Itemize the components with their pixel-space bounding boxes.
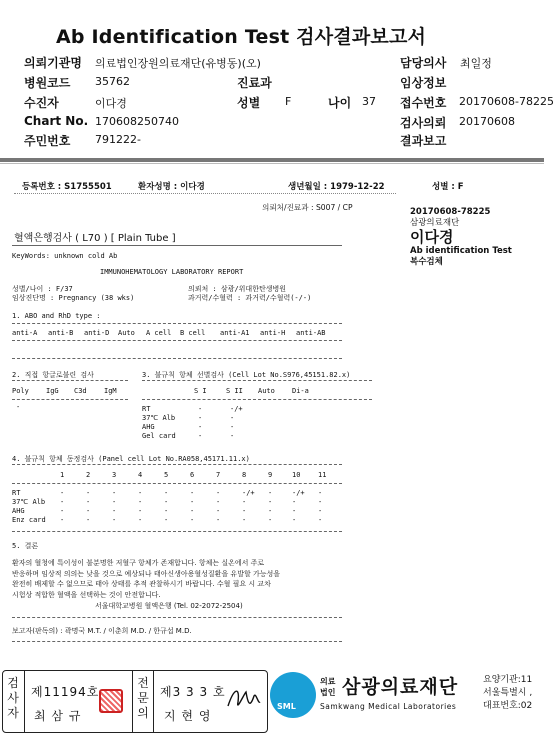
panel-cell: - bbox=[292, 507, 297, 515]
sex-age: 성별/나이 : F/37 bbox=[12, 285, 73, 293]
panel-col: 5 bbox=[164, 471, 169, 479]
patient-name: 환자성명 : 이다경 bbox=[138, 182, 205, 192]
panel-cell: -/+ bbox=[292, 489, 305, 497]
panel-col: 1 bbox=[60, 471, 65, 479]
screen-col: S II bbox=[226, 387, 243, 395]
panel-cell: - bbox=[138, 516, 143, 524]
panel-cell: - bbox=[112, 489, 117, 497]
sex-label: 성별 bbox=[237, 96, 261, 110]
panel-cell: - bbox=[112, 516, 117, 524]
examiner-license: 제11194호 bbox=[31, 685, 100, 699]
header-divider-thin bbox=[0, 163, 544, 164]
report-heading: IMMUNOHEMATOLOGY LABORATORY REPORT bbox=[100, 268, 244, 276]
screen-row-label: Gel card bbox=[142, 432, 176, 440]
panel-cell: - bbox=[268, 498, 273, 506]
screen-row-label: AHG bbox=[142, 423, 155, 431]
dat-col: C3d bbox=[74, 387, 87, 395]
company-name-en: Samkwang Medical Laboratories bbox=[320, 702, 457, 711]
keywords: KeyWords: unknown cold Ab bbox=[12, 252, 118, 260]
screen-col: S I bbox=[194, 387, 207, 395]
panel-cell: - bbox=[216, 516, 221, 524]
doctor-label: 담당의사 bbox=[400, 56, 447, 70]
panel-cell: - bbox=[112, 507, 117, 515]
section3-title: 3. 불규칙 항체 선별검사 (Cell Lot No.S976,45151.82.x) bbox=[142, 371, 351, 379]
panel-cell: - bbox=[86, 507, 91, 515]
panel-cell: - bbox=[164, 516, 169, 524]
chart-value: 170608250740 bbox=[95, 115, 179, 128]
specimen-stamp bbox=[410, 207, 512, 268]
company-address: 요양기관:11 서울특별시 , 대표번호:02 bbox=[483, 675, 533, 711]
reg-no: 등록번호 : S1755501 bbox=[22, 182, 112, 192]
panel-cell: - bbox=[190, 516, 195, 524]
abo-col: anti-AB bbox=[296, 329, 326, 337]
screen-cell: - bbox=[198, 405, 203, 413]
panel-cell: - bbox=[112, 498, 117, 506]
panel-cell: - bbox=[216, 489, 221, 497]
dat-col: IgG bbox=[46, 387, 59, 395]
form-sex: 성별 : F bbox=[432, 182, 464, 192]
screen-cell: - bbox=[230, 414, 235, 422]
abo-col: anti-A bbox=[12, 329, 38, 337]
requester-label: 의뢰기관명 bbox=[24, 56, 82, 70]
id-label: 주민번호 bbox=[24, 134, 71, 148]
request-date-value: 20170608 bbox=[459, 115, 515, 128]
examiner-vertical-label: 검 사 자 bbox=[7, 676, 19, 720]
id-value: 791222- bbox=[95, 133, 141, 146]
dept-label: 진료과 bbox=[237, 76, 272, 90]
panel-cell: - bbox=[268, 507, 273, 515]
clinical-dx: 임상진단명 : Pregnancy (38 wks) bbox=[12, 294, 135, 302]
panel-cell: - bbox=[242, 498, 247, 506]
abo-col: anti-B bbox=[48, 329, 74, 337]
panel-cell: - bbox=[138, 489, 143, 497]
panel-cell: - bbox=[216, 507, 221, 515]
screen-cell: - bbox=[198, 432, 203, 440]
panel-cell: - bbox=[318, 507, 323, 515]
abo-col: anti-D bbox=[84, 329, 110, 337]
signature-org: 서울대학교병원 혈액은행 (Tel. 02-2072-2504) bbox=[95, 602, 243, 610]
dat-value: - bbox=[16, 403, 21, 411]
screen-col: Auto bbox=[258, 387, 275, 395]
specialist-vertical-label: 전 문 의 bbox=[137, 676, 149, 720]
abo-col: B cell bbox=[180, 329, 206, 337]
screen-row-label: RT bbox=[142, 405, 151, 413]
dat-col: Poly bbox=[12, 387, 29, 395]
sex-value: F bbox=[285, 95, 292, 108]
abo-col: Auto bbox=[118, 329, 135, 337]
panel-col: 7 bbox=[216, 471, 221, 479]
dat-col: IgM bbox=[104, 387, 117, 395]
history: 과거력/수혈력 : 과거력/수혈력(-/-) bbox=[188, 294, 312, 302]
panel-cell: - bbox=[164, 489, 169, 497]
abo-col: A cell bbox=[146, 329, 172, 337]
conclusion-line: 완전히 배제할 수 없으므로 태아 상태를 추적 관찰하시기 바랍니다. 수혈 필요 시 교차 bbox=[12, 580, 271, 588]
patient-value: 이다경 bbox=[95, 97, 127, 110]
panel-cell: - bbox=[190, 498, 195, 506]
panel-row-label: RT bbox=[12, 489, 21, 497]
panel-cell: - bbox=[86, 489, 91, 497]
receipt-label: 접수번호 bbox=[400, 96, 447, 110]
screen-row-label: 37℃ Alb bbox=[142, 414, 176, 422]
specialist-license: 제3 3 3 호 bbox=[160, 685, 226, 699]
conclusion-line: 반응하며 임상적 의의는 낮을 것으로 예상되나 태아신생아용혈성질환을 유발할 가능성을 bbox=[12, 569, 280, 578]
report-title: Ab Identification Test 검사결과보고서 bbox=[56, 26, 427, 48]
panel-col: 11 bbox=[318, 471, 327, 479]
panel-col: 10 bbox=[292, 471, 301, 479]
panel-cell: - bbox=[138, 498, 143, 506]
panel-row-label: Enz card bbox=[12, 516, 46, 524]
screen-cell: -/+ bbox=[230, 405, 243, 413]
panel-cell: - bbox=[86, 516, 91, 524]
patient-label: 수진자 bbox=[24, 96, 59, 110]
screen-col: Di-a bbox=[292, 387, 309, 395]
report-date-label: 결과보고 bbox=[400, 134, 447, 148]
clinical-label: 임상정보 bbox=[400, 76, 447, 90]
conclusion-text bbox=[12, 558, 280, 600]
panel-col: 6 bbox=[190, 471, 195, 479]
panel-cell: - bbox=[190, 507, 195, 515]
conclusion-line: 시험상 적합한 혈액을 선택하는 것이 안전합니다. bbox=[12, 590, 161, 599]
hospital-code-value: 35762 bbox=[95, 75, 130, 88]
panel-cell: - bbox=[164, 507, 169, 515]
panel-cell: - bbox=[318, 489, 323, 497]
panel-cell: - bbox=[318, 498, 323, 506]
panel-col: 2 bbox=[86, 471, 91, 479]
clinic: 의뢰처/진료과 : S007 / CP bbox=[262, 203, 353, 212]
logo-prefix: 의료 법인 bbox=[320, 677, 336, 697]
requester-value: 의료법인장원의료재단(유병동)(오) bbox=[95, 57, 261, 70]
panel-cell: - bbox=[60, 516, 65, 524]
doctor-value: 최일정 bbox=[460, 57, 492, 70]
panel-cell: - bbox=[292, 516, 297, 524]
reporter: 보고자(판독의) : 곽명국 M.T. / 이춘희 M.D. / 한규섭 M.D. bbox=[12, 627, 192, 635]
stamp-name: 이다경 bbox=[410, 228, 454, 246]
chart-label: Chart No. bbox=[24, 114, 89, 128]
section2-title: 2. 직접 항글로불린 검사 bbox=[12, 371, 94, 379]
panel-col: 4 bbox=[138, 471, 143, 479]
panel-cell: - bbox=[138, 507, 143, 515]
panel-cell: - bbox=[292, 498, 297, 506]
screen-cell: - bbox=[230, 423, 235, 431]
specialist-signature-icon bbox=[224, 682, 262, 716]
abo-col: anti-H bbox=[260, 329, 286, 337]
company-logo-icon bbox=[270, 672, 316, 718]
logo-mark: SML bbox=[277, 702, 296, 711]
panel-cell: - bbox=[268, 516, 273, 524]
panel-cell: - bbox=[86, 498, 91, 506]
birth-date: 생년월일 : 1979-12-22 bbox=[288, 182, 385, 192]
abo-col: anti-A1 bbox=[220, 329, 250, 337]
screen-cell: - bbox=[230, 432, 235, 440]
panel-cell: - bbox=[216, 498, 221, 506]
stamp-sample: 복수검체 bbox=[410, 257, 443, 267]
panel-row-label: 37℃ Alb bbox=[12, 498, 46, 506]
section5-title: 5. 결론 bbox=[12, 542, 39, 550]
section1-title: 1. ABO and RhD type : bbox=[12, 312, 101, 320]
age-value: 37 bbox=[362, 95, 376, 108]
examiner-name: 최 삼 규 bbox=[34, 709, 82, 723]
panel-cell: - bbox=[242, 507, 247, 515]
conclusion-line: 환자의 혈청에 특이성이 불분명한 저혈구 항체가 존재합니다. 항체는 실온에서 주로 bbox=[12, 559, 265, 567]
panel-cell: - bbox=[318, 516, 323, 524]
stamp-test: Ab identification Test bbox=[410, 246, 512, 256]
panel-cell: - bbox=[60, 489, 65, 497]
screen-cell: - bbox=[198, 423, 203, 431]
scanned-report bbox=[0, 165, 544, 668]
stamp-receipt: 20170608-78225 bbox=[410, 207, 491, 217]
screen-cell: - bbox=[198, 414, 203, 422]
panel-cell: - bbox=[60, 498, 65, 506]
examiner-seal-icon bbox=[99, 689, 123, 713]
panel-cell: - bbox=[242, 516, 247, 524]
receipt-value: 20170608-78225 bbox=[459, 95, 554, 108]
panel-cell: - bbox=[60, 507, 65, 515]
hospital-code-label: 병원코드 bbox=[24, 76, 71, 90]
age-label: 나이 bbox=[328, 96, 352, 110]
panel-col: 3 bbox=[112, 471, 117, 479]
panel-cell: - bbox=[164, 498, 169, 506]
panel-cell: - bbox=[268, 489, 273, 497]
panel-col: 8 bbox=[242, 471, 247, 479]
company-name: 삼광의료재단 bbox=[342, 676, 459, 698]
request-date-label: 검사의뢰 bbox=[400, 116, 447, 130]
panel-cell: - bbox=[190, 489, 195, 497]
panel-row-label: AHG bbox=[12, 507, 25, 515]
requester: 의뢰처 : 삼광/위대한탄생병원 bbox=[188, 285, 287, 293]
panel-cell: -/+ bbox=[242, 489, 255, 497]
header-divider bbox=[0, 158, 544, 162]
specialist-name: 지 현 영 bbox=[164, 709, 212, 723]
panel-col: 9 bbox=[268, 471, 273, 479]
section4-title: 4. 불규칙 항체 동정검사 (Panel cell Lot No.RA058,45171.11.x) bbox=[12, 455, 250, 463]
test-title: 혈액은행검사 ( L70 ) [ Plain Tube ] bbox=[14, 233, 176, 244]
stamp-org: 삼광의료재단 bbox=[410, 218, 460, 228]
